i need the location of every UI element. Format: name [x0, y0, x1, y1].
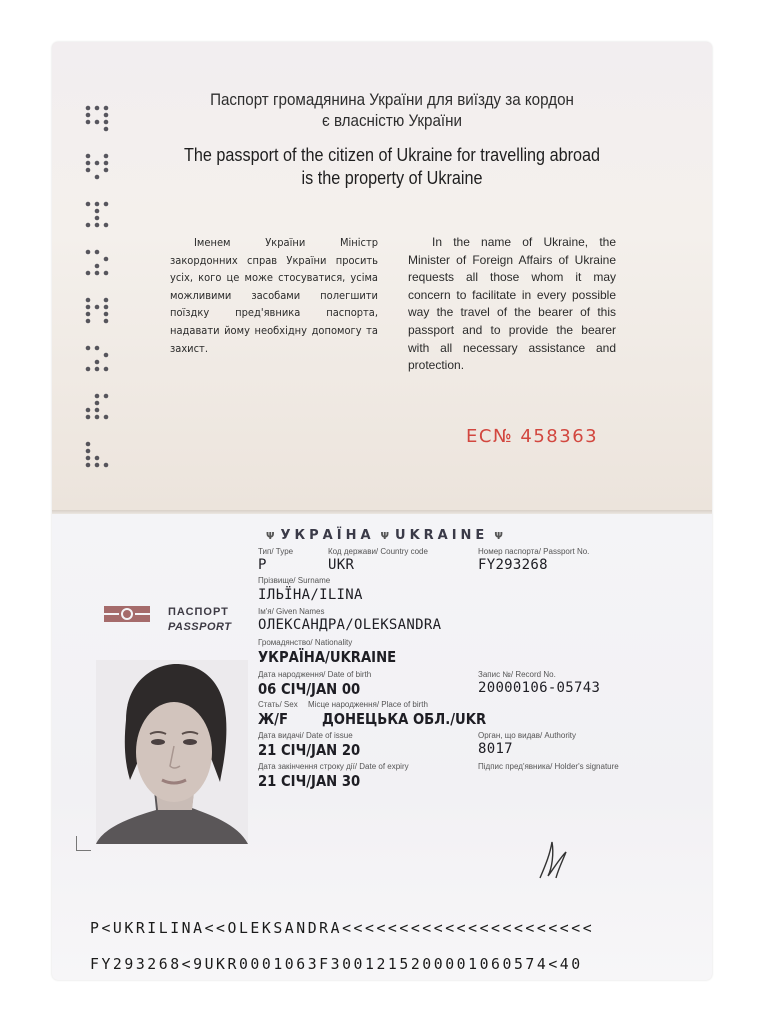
- trident-icon: Ψ: [380, 531, 390, 542]
- mrz-line-2: FY293268<9UKR0001063F3001215200001060574<40: [90, 956, 583, 973]
- country-ukrainian: УКРАЇНА: [280, 528, 375, 543]
- trident-icon: Ψ: [266, 531, 275, 542]
- title-uk-line2: є власністю України: [321, 112, 463, 130]
- request-text-english: In the name of Ukraine, the Minister of Foreign Affairs of Ukraine requests all those whom it may concern to facilitate in every possible way the travel of the bearer of this passport and to provide the bearer with all necessary assistance and protection.: [408, 235, 616, 373]
- surname-label: Прізвище/ Surname: [258, 576, 331, 585]
- type-value: P: [258, 557, 267, 573]
- passport-spread: [52, 42, 712, 980]
- place-of-birth-label: Місце народження/ Place of birth: [308, 700, 428, 709]
- title-english: [176, 144, 608, 190]
- title-ukrainian: [190, 90, 595, 132]
- holder-signature-label: Підпис пред'явника/ Holder's signature: [478, 762, 619, 771]
- country-header: [260, 528, 580, 543]
- place-of-birth-value: ДОНЕЦЬКА ОБЛ./UKR: [322, 710, 487, 728]
- record-no-label: Запис №/ Record No.: [478, 670, 556, 679]
- document-title-ukrainian: ПАСПОРТ: [168, 606, 229, 618]
- passport-inner-page: [52, 42, 712, 512]
- record-no-value: 20000106-05743: [478, 680, 601, 696]
- photo-corner-mark: [76, 836, 91, 851]
- type-label: Тип/ Type: [258, 547, 294, 556]
- authority-value: 8017: [478, 741, 513, 757]
- mrz-line-1: P<UKRILINA<<OLEKSANDRA<<<<<<<<<<<<<<<<<<<<<<: [90, 920, 595, 937]
- signature-icon: [532, 834, 572, 882]
- title-en-line1: The passport of the citizen of Ukraine for travelling abroad: [183, 145, 601, 165]
- surname-value: ІЛЬЇНА/ILINA: [258, 587, 363, 603]
- date-of-issue-label: Дата видачі/ Date of issue: [258, 731, 353, 740]
- date-of-expiry-value: 21 СІЧ/JAN 30: [258, 772, 361, 790]
- country-code-label: Код держави/ Country code: [328, 547, 428, 556]
- perforated-number-icon: [82, 100, 122, 492]
- sex-value: Ж/F: [258, 710, 289, 728]
- trident-icon: Ψ: [494, 531, 503, 542]
- document-title-english: PASSPORT: [168, 621, 232, 633]
- dob-label: Дата народження/ Date of birth: [258, 670, 372, 679]
- country-english: UKRAINE: [395, 528, 489, 543]
- request-text-ukrainian: Іменем України Міністр закордонних справ України просить усіх, кого це може стосуватися, усіма можливими засобами полегшити поїздку пред'явника паспорта, надавати йому необхідну допомогу та захист.: [170, 236, 378, 355]
- serial-number: ЕС№ 458363: [466, 426, 599, 447]
- title-en-line2: is the property of Ukraine: [301, 168, 483, 188]
- dob-value: 06 СІЧ/JAN 00: [258, 680, 361, 698]
- biometric-chip-icon: [104, 606, 150, 622]
- passport-no-label: Номер паспорта/ Passport No.: [478, 547, 590, 556]
- nationality-value: УКРАЇНА/UKRAINE: [258, 648, 397, 666]
- title-uk-line1: Паспорт громадянина України для виїзду за кордон: [210, 91, 574, 109]
- given-names-value: ОЛЕКСАНДРА/OLEKSANDRA: [258, 617, 442, 633]
- date-of-expiry-label: Дата закінчення строку дії/ Date of expiry: [258, 762, 409, 771]
- authority-label: Орган, що видав/ Authority: [478, 731, 576, 740]
- country-code-value: UKR: [328, 557, 355, 573]
- passport-data-page: [52, 514, 712, 980]
- sex-label: Стать/ Sex: [258, 700, 298, 709]
- passport-no-value: FY293268: [478, 557, 548, 573]
- nationality-label: Громадянство/ Nationality: [258, 638, 353, 647]
- given-names-label: Ім'я/ Given Names: [258, 607, 325, 616]
- holder-photo: [96, 660, 248, 844]
- date-of-issue-value: 21 СІЧ/JAN 20: [258, 741, 361, 759]
